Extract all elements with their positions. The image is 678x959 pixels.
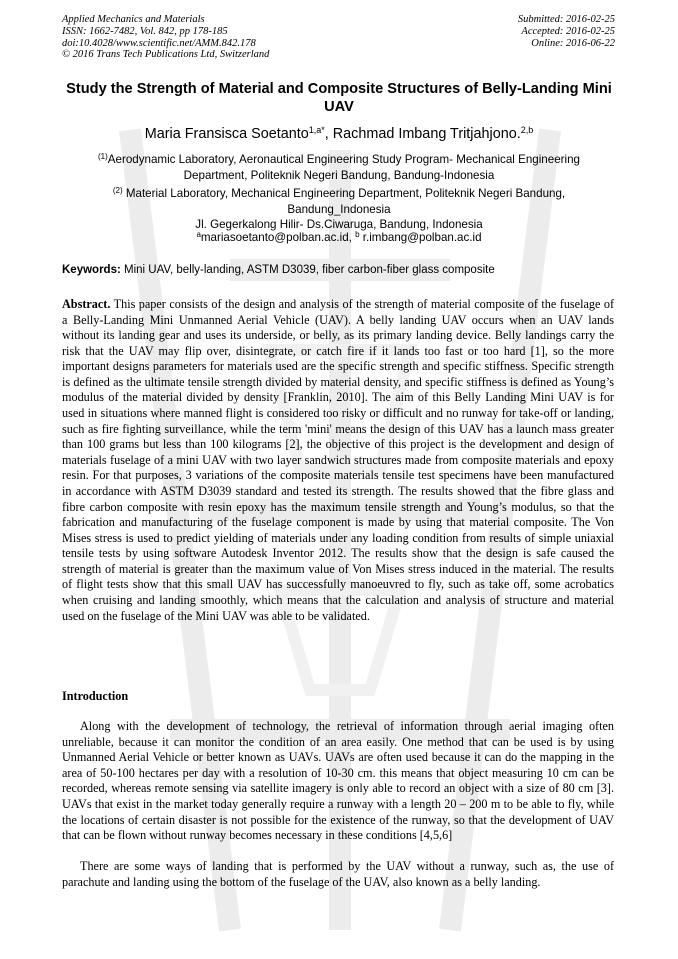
submitted-date: Submitted: 2016-02-25 [517,14,615,25]
keywords-line [62,263,622,277]
author-1: Maria Fransisca Soetanto [144,126,309,142]
author-emails [62,227,616,245]
introduction-paragraph-1: Along with the development of technology, the retrieval of information through aerial imaging often unreliable, because it can monitor the condition of an area easily. One method that can be used is by using Unmanned Aerial Vehicle or better known as UAVs. UAVs are often used because it can do the mapping in the area of 50-100 hectares per day with a resolution of 10-30 cm. this means that object measuring 10 cm can be recorded, whereas remote sensing via satellite imagery is only able to record an object with a size of 80 cm [3]. UAVs that exist in the market today generally require a runway with a length 20 – 200 m to be able to fly, while the locations of certain disaster is not possible for the existence of the runway, so that the development of UAV that can be flown without runway becomes necessary in these conditions [4,5,6] [62,719,614,843]
email-a[interactable]: mariasoetanto@polban.ac.id, [200,231,356,244]
author-line [40,121,638,143]
author-separator: , [324,126,333,142]
keywords-label: Keywords: [62,264,121,276]
keywords-text: Mini UAV, belly-landing, ASTM D3039, fiber carbon-fiber glass composite [120,264,495,276]
journal-issn: ISSN: 1662-7482, Vol. 842, pp 178-185 [62,25,228,37]
email-a-sup: a [196,230,201,239]
author-2-sup: 2,b [520,125,534,135]
submission-dates [518,14,615,49]
author-2: Rachmad Imbang Tritjahjono. [332,126,521,142]
affiliation-2-line-2: Bandung_Indonesia [287,202,391,216]
affiliation-1-line-1: $^{(1)}$Aerodynamic Laboratory, Aeronautical Engineering Study Program- Mechanical Engineering [98,152,580,166]
affiliation-2-line-3: Jl. Gegerkalong Hilir- Ds.Ciwaruga, Bandung, Indonesia [195,218,483,232]
email-b[interactable]: r.imbang@polban.ac.id [359,231,482,244]
accepted-date: Accepted: 2016-02-25 [521,25,615,37]
journal-name: Applied Mechanics and Materials [62,14,205,25]
journal-copyright: © 2016 Trans Tech Publications Ltd, Switzerland [62,49,270,61]
journal-info [62,14,269,61]
abstract-paragraph [62,297,614,624]
affiliation-2-line-1: $^{(2)}$ Material Laboratory, Mechanical Engineering Department, Politeknik Negeri Bandung, [112,186,566,201]
email-b-sup: b [355,230,360,239]
abstract-text: This paper consists of the design and analysis of the strength of material composite of the fuselage of a Belly-Landing Mini Unmanned Aerial Vehicle (UAV). A belly landing UAV occurs when an UAV lands without its landing gear and uses its underside, or belly, as its primary landing device. Belly landings carry the risk that the UAV may flip over, disintegrate, or catch fire if it lands too fast or too hard [1], so the more important designs parameters for materials used are the specific strength and specific stiffness. Specific strength is defined as the ultimate tensile strength divided by material density, and specific stiffness is defined as Young’s modulus of the material divided by density [Franklin, 2010]. The aim of this Belly Landing Mini UAV is for used in situations where manned flight is considered too risky or difficult and no runway for take-off or landing, such as fire fighting surveillance, while the term 'mini' means the design of this UAV has a launch mass greater than 100 grams but less than 100 kilograms [2], the objective of this project is the development and design of materials fuselage of a mini UAV with two layer sandwich structures made from composite materials and epoxy resin. For that purposes, 3 variations of the composite materials tensile test specimens have been manufactured in accordance with ASTM D3039 standard and tested its strength. The results showed that the fibre glass and fibre carbon composite with resin epoxy has the maximum tensile strength and Young’s modulus, so that the fabrication and manufacturing of the fuselage component is made by using that material composite. The Von Mises stress is used to predict yielding of materials under any loading condition from results of simple uniaxial tensile tests by using software Autodesk Inventor 2012. The results show that the design is safe caused the strength of material is greater than the maximum value of Von Mises stress induced in the material. The results of flight tests show that this small UAV has successfully manoeuvred to fly, such as take off, some acrobatics when cruising and landing smoothly, which means that the calculation and analysis of structure and material used on the fuselage of the Mini UAV was able to be validated. [62,297,614,623]
online-date: Online: 2016-06-22 [531,37,615,49]
affiliation-1-line-2: Department, Politeknik Negeri Bandung, Bandung-Indonesia [183,168,495,182]
paper-title: Study the Strength of Material and Composite Structures of Belly-Landing Mini UAV [66,81,612,115]
introduction-paragraph-2: There are some ways of landing that is performed by the UAV without a runway, such as, the use of parachute and landing using the bottom of the fuselage of the UAV, also known as a belly landing. [62,859,614,889]
affiliation-2-sup: (2) [112,186,123,196]
introduction-heading: Introduction [62,689,129,703]
journal-doi: doi:10.4028/www.scientific.net/AMM.842.178 [62,37,256,49]
author-1-sup: 1,a* [308,125,325,135]
abstract-label: Abstract. [62,297,111,311]
affiliation-1-sup: (1) [98,152,108,161]
affiliations [62,149,616,233]
